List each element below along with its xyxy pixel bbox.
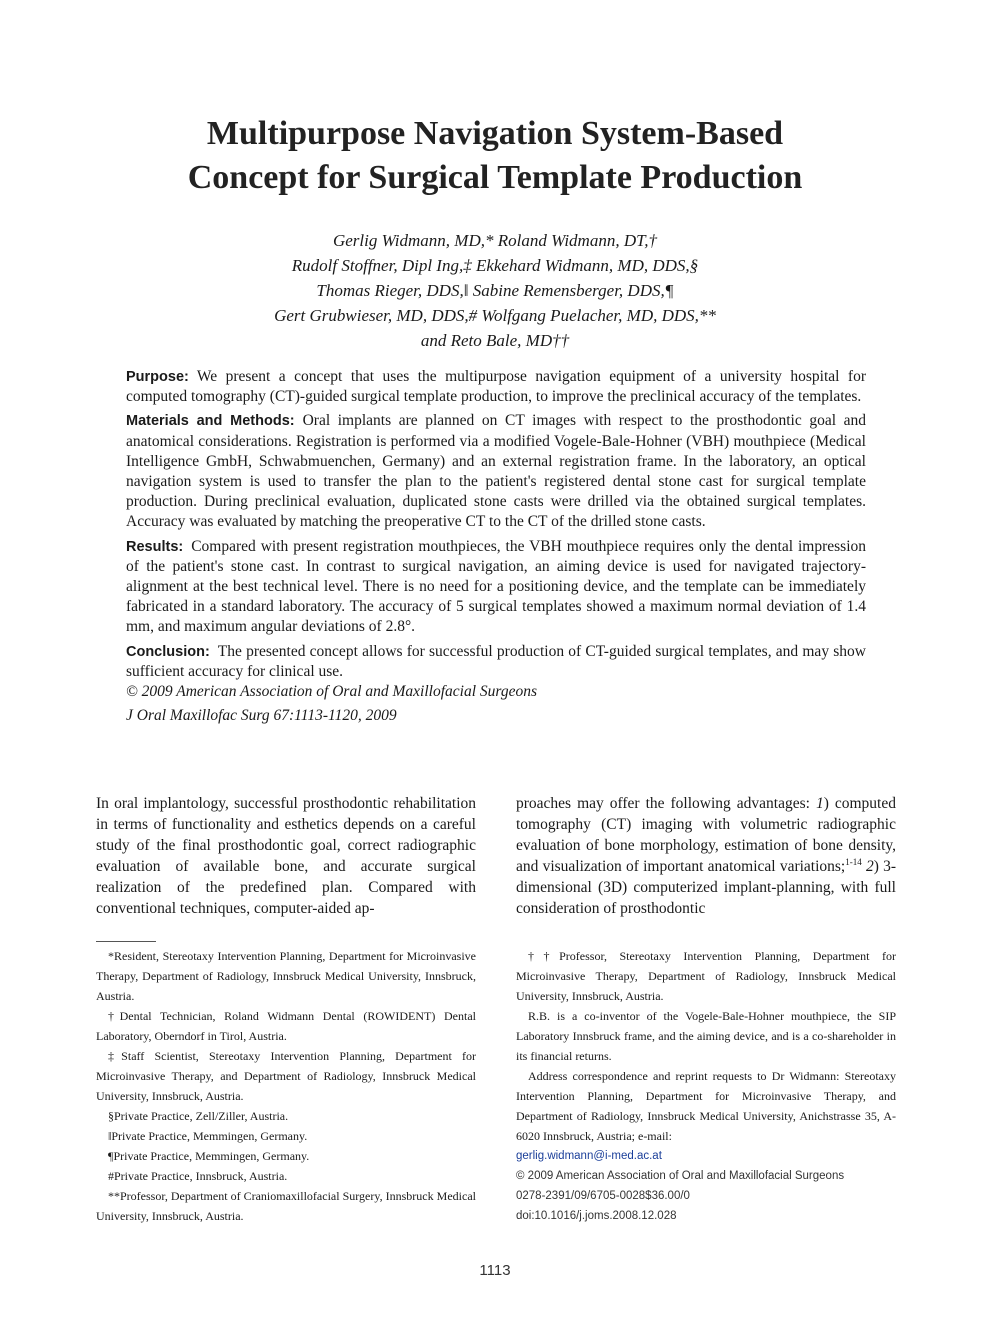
footnote: ††Professor, Stereotaxy Intervention Planning, Department for Microinvasive Therapy, Department of Radiology, Innsbruck Medical University, Innsbruck, Austria. — [516, 949, 896, 1003]
footnote: §Private Practice, Zell/Ziller, Austria. — [108, 1109, 289, 1123]
footnote-divider — [96, 941, 156, 942]
issn-code: 0278-2391/09/6705-0028$36.00/0 — [516, 1190, 690, 1202]
footnote: ‖Private Practice, Memmingen, Germany. — [108, 1129, 308, 1143]
abstract-copyright: © 2009 American Association of Oral and Maxillofacial Surgeons — [126, 683, 538, 701]
footnote: **Professor, Department of Craniomaxillofacial Surgery, Innsbruck Medical University, Innsbruck, Austria. — [96, 1189, 476, 1223]
body-column-right — [516, 793, 896, 919]
author-line: Thomas Rieger, DDS,‖ Sabine Remensberger, DDS,¶ — [316, 281, 674, 300]
body-paragraph — [516, 793, 896, 919]
body-text: ) 3-dimensional (3D) computerized implant-planning, with full consideration of prosthodontic — [516, 858, 897, 917]
body-text: ) computed tomography (CT) imaging with volumetric radiographic evaluation of bone morphology, estimation of bone density, and visualization of important anatomical variations; — [516, 795, 896, 875]
footnotes-right — [516, 946, 896, 1226]
footnote: ¶Private Practice, Memmingen, Germany. — [108, 1149, 310, 1163]
body-paragraph: In oral implantology, successful prosthodontic rehabilitation in terms of functionality and esthetics depends on a careful study of the final prosthodontic goal, correct radiographic evaluation of available bone, and accurate surgical realization of the predefined plan. Compared with conventional techniques, computer-aided ap- — [96, 795, 476, 917]
footnotes-left — [96, 946, 476, 1226]
methods-text: Oral implants are planned on CT images with respect to the prosthodontic goal and anatomical considerations. Registration is performed via a modified Vogele-Bale-Hohner (VBH) mouthpiece (Medical Intelligence GmbH, Schwabmuenchen, Germany) and an external registration frame. In the laboratory, an optical navigation system is used to transfer the plan to the patient's registered dental stone cast for surgical template production. During preclinical evaluation, duplicated stone casts were drilled via the obtained surgical templates. Accuracy was evaluated by matching the preoperative CT to the CT of the drilled stone casts. — [126, 412, 866, 531]
footnote: Address correspondence and reprint requests to Dr Widmann: Stereotaxy Intervention Planning, Department for Microinvasive Therapy, and Department of Radiology, Innsbruck Medical University, Anichstrasse 35, A-6020 Innsbruck, Austria; e-mail: — [516, 1069, 896, 1143]
footnote: †Dental Technician, Roland Widmann Dental (ROWIDENT) Dental Laboratory, Oberndorf in Tirol, Austria. — [96, 1009, 476, 1043]
abstract-conclusion — [126, 642, 866, 682]
author-line: Rudolf Stoffner, Dipl Ing,‡ Ekkehard Widmann, MD, DDS,§ — [291, 256, 699, 275]
list-number: 2 — [865, 858, 874, 875]
footnote: ‡Staff Scientist, Stereotaxy Intervention Planning, Department for Microinvasive Therapy, and Department of Radiology, Innsbruck Medical University, Innsbruck, Austria. — [96, 1049, 476, 1103]
body-column-left — [96, 793, 476, 919]
conclusion-text: The presented concept allows for successful production of CT-guided surgical templates, and may show sufficient accuracy for clinical use. — [126, 642, 866, 680]
page-number: 1113 — [479, 1262, 511, 1279]
author-line: and Reto Bale, MD†† — [420, 331, 570, 350]
list-number: 1 — [815, 795, 824, 812]
contact-email-link[interactable]: gerlig.widmann@i-med.ac.at — [516, 1150, 662, 1162]
reference-citation[interactable]: 1-14 — [845, 856, 862, 867]
author-list — [0, 228, 990, 353]
results-text: Compared with present registration mouthpieces, the VBH mouthpiece requires only the dental impression of the patient's stone cast. In contrast to surgical navigation, an aiming device is used for navigated trajectory-alignment at the best technical level. There is no need for a positioning device, and the template can be immediately fabricated in a standard laboratory. The accuracy of 5 surgical templates showed a maximum normal deviation of 1.4 mm, and maximum angular deviations of 2.8°. — [126, 537, 866, 636]
title-line-2: Concept for Surgical Template Production — [187, 159, 803, 196]
article-title — [0, 112, 990, 200]
results-label: Results: — [126, 538, 184, 555]
contact-email-line — [516, 1146, 896, 1166]
journal-citation: J Oral Maxillofac Surg 67:1113-1120, 2009 — [126, 707, 397, 725]
footnote: R.B. is a co-inventor of the Vogele-Bale-Hohner mouthpiece, the SIP Laboratory Innsbruck frame, and the aiming device, and is a co-shareholder in its financial returns. — [516, 1009, 896, 1063]
title-line-1: Multipurpose Navigation System-Based — [206, 115, 784, 152]
abstract — [126, 367, 866, 730]
methods-label: Materials and Methods: — [126, 413, 295, 430]
footnote: *Resident, Stereotaxy Intervention Planning, Department for Microinvasive Therapy, Department of Radiology, Innsbruck Medical University, Innsbruck, Austria. — [96, 949, 476, 1003]
abstract-results — [126, 537, 866, 638]
publisher-copyright: © 2009 American Association of Oral and Maxillofacial Surgeons — [516, 1170, 845, 1182]
abstract-methods — [126, 411, 866, 532]
purpose-label: Purpose: — [126, 369, 189, 385]
abstract-purpose — [126, 367, 866, 407]
purpose-text: We present a concept that uses the multipurpose navigation equipment of a university hospital for computed tomography (CT)-guided surgical template production, to improve the preclinical accuracy of the templates. — [126, 368, 866, 406]
author-line: Gert Grubwieser, MD, DDS,# Wolfgang Puelacher, MD, DDS,** — [274, 306, 716, 325]
author-line: Gerlig Widmann, MD,* Roland Widmann, DT,† — [332, 231, 658, 250]
body-text: proaches may offer the following advantages: — [516, 795, 810, 812]
footnote: #Private Practice, Innsbruck, Austria. — [108, 1169, 288, 1183]
conclusion-label: Conclusion: — [126, 643, 210, 660]
doi-link[interactable]: doi:10.1016/j.joms.2008.12.028 — [516, 1210, 677, 1222]
